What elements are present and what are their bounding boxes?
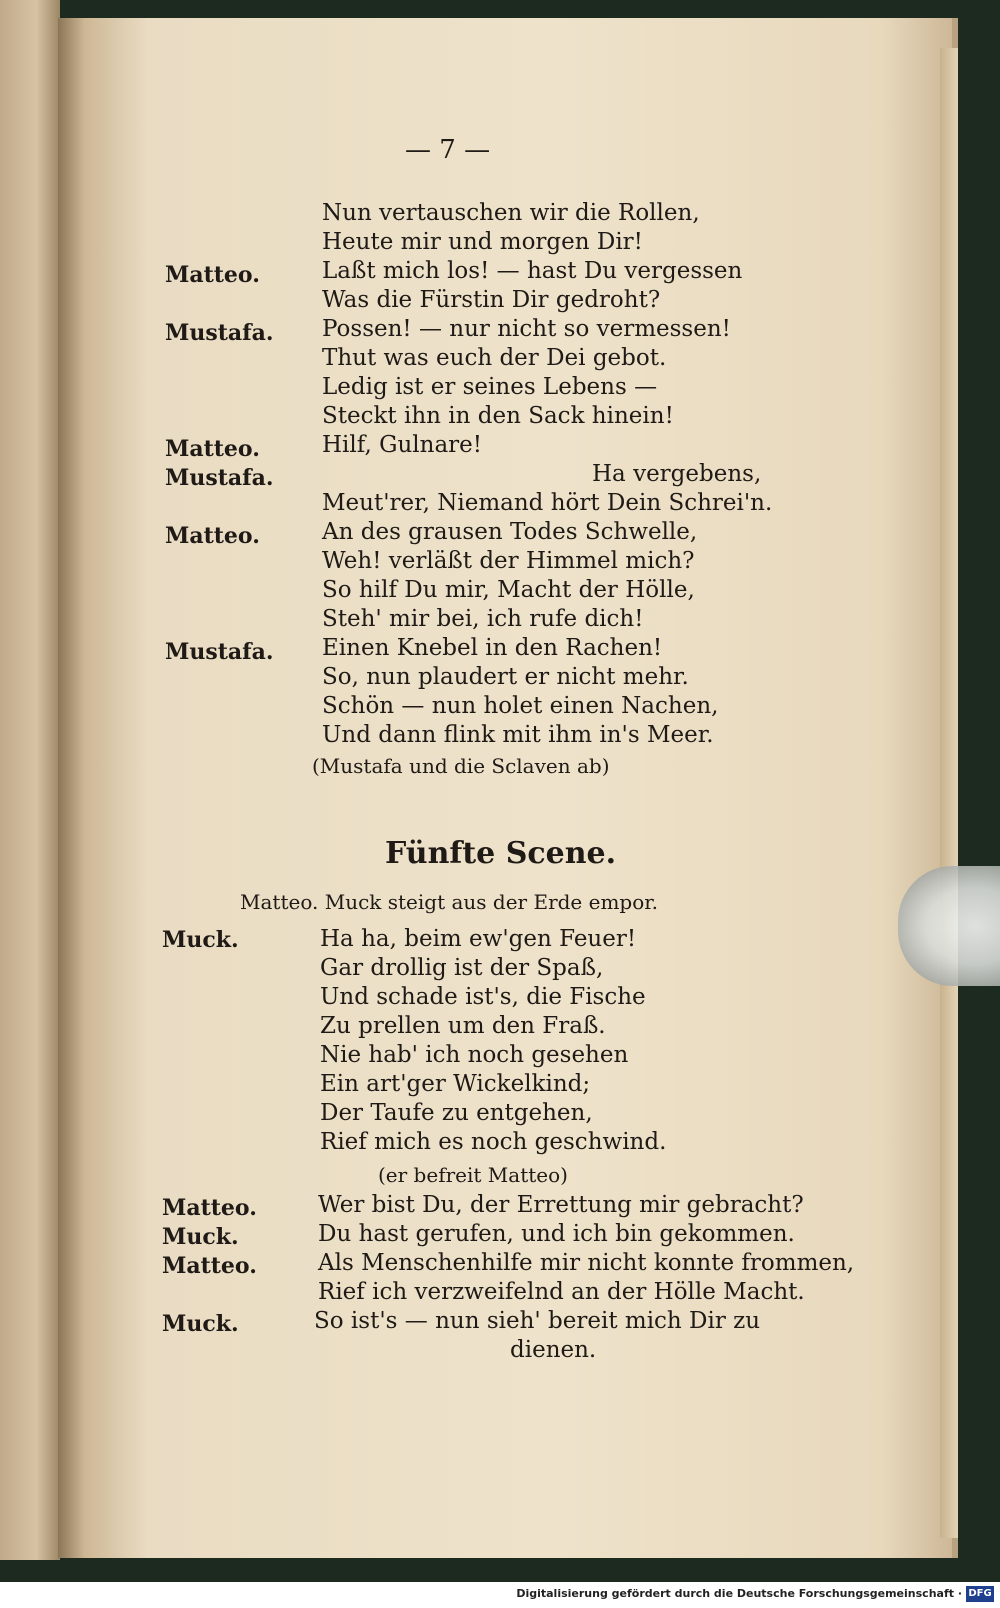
verse-line: Ein art'ger Wickelkind; <box>320 1071 591 1097</box>
verse-line: Ha vergebens, <box>592 461 762 487</box>
verse-line: Du hast gerufen, und ich bin gekommen. <box>318 1221 795 1247</box>
scene-cast: Matteo. Muck steigt aus der Erde empor. <box>240 890 658 914</box>
verse-line: Ha ha, beim ew'gen Feuer! <box>320 926 637 952</box>
verse-line: So hilf Du mir, Macht der Hölle, <box>322 577 695 603</box>
verse-line: Weh! verläßt der Himmel mich? <box>322 548 695 574</box>
verse-line: Und schade ist's, die Fische <box>320 984 646 1010</box>
verse-line: So ist's — nun sieh' bereit mich Dir zu <box>314 1308 761 1334</box>
scene-heading: Fünfte Scene. <box>385 836 617 871</box>
verse-line: Thut was euch der Dei gebot. <box>322 345 667 371</box>
verse-line: Wer bist Du, der Errettung mir gebracht? <box>318 1192 804 1218</box>
verse-line: Meut'rer, Niemand hört Dein Schrei'n. <box>322 490 773 516</box>
verse-line: Nie hab' ich noch gesehen <box>320 1042 629 1068</box>
verse-line: Hilf, Gulnare! <box>322 432 483 458</box>
speaker-label: Matteo. <box>162 1195 257 1221</box>
verse-line: Was die Fürstin Dir gedroht? <box>322 287 661 313</box>
verse-line: Schön — nun holet einen Nachen, <box>322 693 719 719</box>
verse-line: Steh' mir bei, ich rufe dich! <box>322 606 644 632</box>
speaker-label: Matteo. <box>165 262 260 288</box>
speaker-label: Mustafa. <box>165 639 274 665</box>
verse-line: So, nun plaudert er nicht mehr. <box>322 664 689 690</box>
verse-line: Ledig ist er seines Lebens — <box>322 374 658 400</box>
verse-line: Rief ich verzweifelnd an der Hölle Macht. <box>318 1279 805 1305</box>
verse-line: Nun vertauschen wir die Rollen, <box>322 200 700 226</box>
speaker-label: Matteo. <box>162 1253 257 1279</box>
verse-line: Steckt ihn in den Sack hinein! <box>322 403 674 429</box>
stage-direction: (Mustafa und die Sclaven ab) <box>312 754 610 778</box>
speaker-label: Muck. <box>162 927 239 953</box>
page-clip <box>898 866 1000 986</box>
verse-line: Als Menschenhilfe mir nicht konnte frommen, <box>318 1250 855 1276</box>
speaker-label: Mustafa. <box>165 465 274 491</box>
speaker-label: Mustafa. <box>165 320 274 346</box>
verse-line: Zu prellen um den Fraß. <box>320 1013 606 1039</box>
verse-line: Laßt mich los! — hast Du vergessen <box>322 258 743 284</box>
verse-line: Und dann flink mit ihm in's Meer. <box>322 722 714 748</box>
stage-direction: (er befreit Matteo) <box>378 1163 568 1187</box>
dfg-logo: DFG <box>966 1586 994 1602</box>
verse-line: Einen Knebel in den Rachen! <box>322 635 663 661</box>
verse-line: Der Taufe zu entgehen, <box>320 1100 593 1126</box>
verse-line: An des grausen Todes Schwelle, <box>322 519 698 545</box>
verse-line: Gar drollig ist der Spaß, <box>320 955 604 981</box>
page-number: — 7 — <box>405 135 491 165</box>
verse-line: Possen! — nur nicht so vermessen! <box>322 316 731 342</box>
funding-note: Digitalisierung gefördert durch die Deutsche Forschungsgemeinschaft · <box>516 1587 962 1600</box>
page-edge <box>940 48 958 1538</box>
speaker-label: Muck. <box>162 1311 239 1337</box>
verse-line: dienen. <box>510 1337 597 1363</box>
verse-line: Heute mir und morgen Dir! <box>322 229 643 255</box>
facing-page-edge <box>0 0 60 1560</box>
footer-bar <box>0 1582 1000 1608</box>
speaker-label: Muck. <box>162 1224 239 1250</box>
speaker-label: Matteo. <box>165 436 260 462</box>
verse-line: Rief mich es noch geschwind. <box>320 1129 667 1155</box>
speaker-label: Matteo. <box>165 523 260 549</box>
